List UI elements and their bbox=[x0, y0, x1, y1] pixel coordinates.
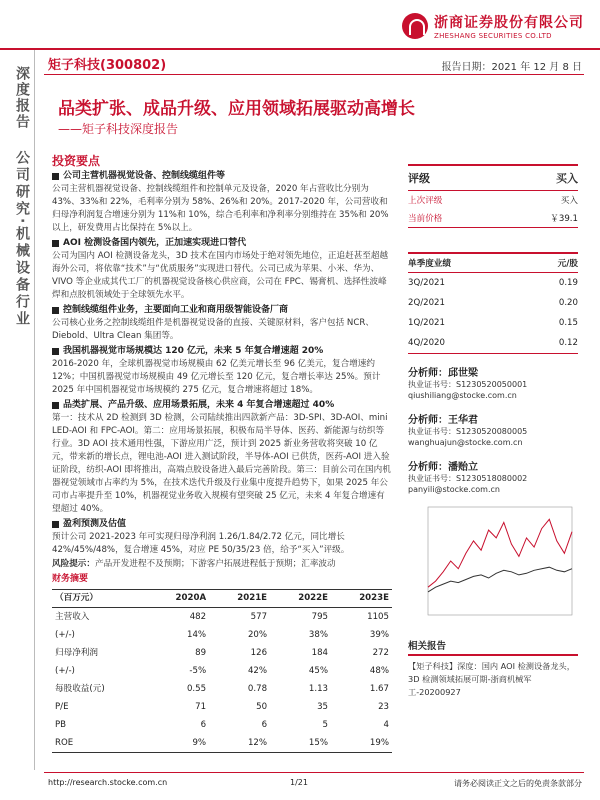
related-reports bbox=[408, 638, 578, 699]
analyst-block: 分析师：潘贻立 执业证书号：S1230518080002 panyili@stocke.com.cn bbox=[408, 462, 528, 494]
analyst-block: 分析师：王华君 执业证书号：S1230520080005 wanghuajun@stocke.com.cn bbox=[408, 415, 528, 447]
side-label-industry: 公司研究·机械设备行业 bbox=[14, 150, 30, 329]
section-text: 第一：技术从 2D 检测到 3D 检测，公司陆续推出四款新产品：3D-SPI、3D-AOI、mini LED-AOI 和 FPC-AOI。第二：应用场景拓展，积极布局半导体、医药、新能源与纺织等行业。3D AOI 技术通用性强，下游应用广泛，预计到 2025 新业务营收将突破 10 亿元，带来新的增长点，锂电池-AOI 进入测试阶段，半导体-AOI 已供货，医药-AOI 进入验证阶段，纺织-AOI 即将推出，高端点胶设备进入最后完善阶段。第三：目前公司在国内机器视觉领域市占率约为 5%，在技术迭代升级及行业集中度提升趋势下，如果 2025 年公司市占率提升至 10%，机器视觉业务收入规模有望突破 25 亿元，未来 4 年复合增速有望超过 40%。 bbox=[52, 413, 391, 514]
table-row: ROE 9% 12% 15% 19% bbox=[52, 734, 392, 753]
financial-heading: 财务摘要 bbox=[52, 574, 89, 584]
table-row: P/E 71 50 35 23 bbox=[55, 701, 389, 712]
eps-row: 4Q/2020 0.12 bbox=[408, 338, 578, 348]
price-row: 当前价格 ￥39.1 bbox=[408, 209, 578, 228]
eps-row: 2Q/2021 0.20 bbox=[408, 298, 578, 308]
company-divider bbox=[44, 74, 584, 75]
table-row: (+/-) -5% 42% 45% 48% bbox=[55, 665, 389, 676]
section-text: 公司为国内 AOI 检测设备龙头，3D 技术在国内市场处于绝对领先地位，正追赶甚至超越海外公司，将依靠“技术”与“优质服务”实现进口替代。公司已成为苹果、小米、华为、VIVO 等企业成其代工厂的机器视觉设备核心供应商，公司在 FPC、锡膏机、选择性波峰焊和点胶机领域处于全球领先水平。 bbox=[52, 251, 389, 300]
eps-row: 3Q/2021 0.19 bbox=[408, 278, 578, 288]
rating-header: 评级 买入 bbox=[408, 164, 578, 191]
logo-mark-icon bbox=[402, 13, 428, 39]
company-logo bbox=[402, 12, 584, 40]
report-subtitle: ——矩子科技深度报告 bbox=[58, 122, 179, 136]
section-head: 公司主营机器视觉设备、控制线缆组件等 bbox=[52, 170, 392, 183]
footer-url[interactable]: http://research.stocke.com.cn bbox=[48, 778, 168, 787]
logo-en: ZHESHANG SECURITIES CO.LTD bbox=[434, 32, 552, 40]
section-head: AOI 检测设备国内领先，正加速实现进口替代 bbox=[52, 237, 392, 250]
bullet-square-icon bbox=[52, 402, 59, 409]
table-row: 归母净利润 89 126 184 272 bbox=[55, 647, 389, 658]
company-name: 矩子科技(300802) bbox=[48, 58, 167, 73]
financial-table bbox=[52, 589, 392, 753]
section-text: 公司主营机器视觉设备、控制线缆组件和控制单元及设备，2020 年占营收比分别为 43%、33%和 22%，毛利率分别为 58%、26%和 20%。2017-2020 年，公司营收和归母净利润复合增速分别为 11%和 10%，综合毛利率和净利率分别维持在 35%和 20%以上，研发费用占比保持在 5%以上。 bbox=[52, 184, 389, 233]
eps-header: 单季度业绩 元/股 bbox=[408, 252, 578, 273]
series-line-stock bbox=[428, 519, 572, 587]
section-head: 我国机器视觉市场规模达 120 亿元，未来 5 年复合增速超 20% bbox=[52, 345, 392, 358]
footer-disclaimer: 请务必阅读正文之后的免责条款部分 bbox=[454, 779, 582, 788]
risk-line: 风险提示：产品开发进程不及预期；下游客户拓展进程低于预期；汇率波动 bbox=[52, 559, 336, 569]
section-text: 公司核心业务之控制线缆组件是机器视觉设备的直接、关键原材料，客户包括 NCR、Diebold、Ultra Clean 集团等。 bbox=[52, 318, 374, 341]
bullet-square-icon bbox=[52, 348, 59, 355]
sidebar bbox=[408, 164, 578, 699]
section-head: 品类扩展、产品升级、应用场景拓展，未来 4 年复合增速超过 40% bbox=[52, 399, 392, 412]
report-date: 报告日期：2021 年 12 月 8 日 bbox=[441, 62, 582, 73]
side-label-report-type: 深度报告 bbox=[14, 66, 30, 130]
table-row: (+/-) 14% 20% 38% 39% bbox=[55, 629, 389, 640]
table-row: PB 6 6 5 4 bbox=[55, 719, 389, 730]
page-number: 1/21 bbox=[290, 778, 308, 787]
table-header-row: （百万元） 2020A 2021E 2022E 2023E bbox=[52, 590, 392, 608]
header-divider bbox=[0, 48, 600, 50]
investment-heading: 投资要点 bbox=[52, 154, 101, 168]
bullet-square-icon bbox=[52, 240, 59, 247]
report-title: 品类扩张、成品升级、应用领域拓展驱动高增长 bbox=[58, 99, 415, 119]
footer-divider bbox=[44, 772, 584, 773]
bullet-square-icon bbox=[52, 521, 59, 528]
eps-row: 1Q/2021 0.15 bbox=[408, 318, 578, 328]
prev-rating-row: 上次评级 买入 bbox=[408, 196, 578, 206]
related-heading: 相关报告 bbox=[408, 638, 578, 656]
section-text: 2016-2020 年，全球机器视觉市场规模由 62 亿美元增长至 96 亿美元，复合增速约 12%；中国机器视觉市场规模由 49 亿元增长至 120 亿元，复合增长率达 25%。预计 2025 年中国机器视觉市场规模约 275 亿元，复合增速将超过 18%。 bbox=[52, 359, 381, 395]
table-row: 主营收入 482 577 795 1105 bbox=[55, 611, 389, 622]
logo-cn: 浙商证券股份有限公司 bbox=[434, 15, 584, 31]
section-head: 盈利预测及估值 bbox=[52, 518, 392, 531]
section-text: 预计公司 2021-2023 年可实现归母净利润 1.26/1.84/2.72 亿元，同比增长 42%/45%/48%，复合增速 45%，对应 PE 50/35/23 倍，给予“买入”评级。 bbox=[52, 532, 350, 555]
section-head: 控制线缆组件业务，主要面向工业和商用级智能设备厂商 bbox=[52, 304, 392, 317]
table-row: 每股收益(元) 0.55 0.78 1.13 1.67 bbox=[55, 683, 389, 694]
analyst-block: 分析师：邱世梁 执业证书号：S1230520050001 qiushiliang@stocke.com.cn bbox=[408, 368, 528, 400]
side-divider bbox=[34, 50, 35, 770]
price-chart bbox=[408, 499, 578, 629]
bullet-square-icon bbox=[52, 307, 59, 314]
related-text: 【矩子科技】深度：国内 AOI 检测设备龙头，3D 检测领域拓展可期-浙商机械军工-20200927 bbox=[408, 661, 575, 697]
main-column bbox=[52, 168, 392, 753]
series-line-index bbox=[428, 567, 572, 592]
bullet-square-icon bbox=[52, 173, 59, 180]
eps-table bbox=[408, 273, 578, 354]
